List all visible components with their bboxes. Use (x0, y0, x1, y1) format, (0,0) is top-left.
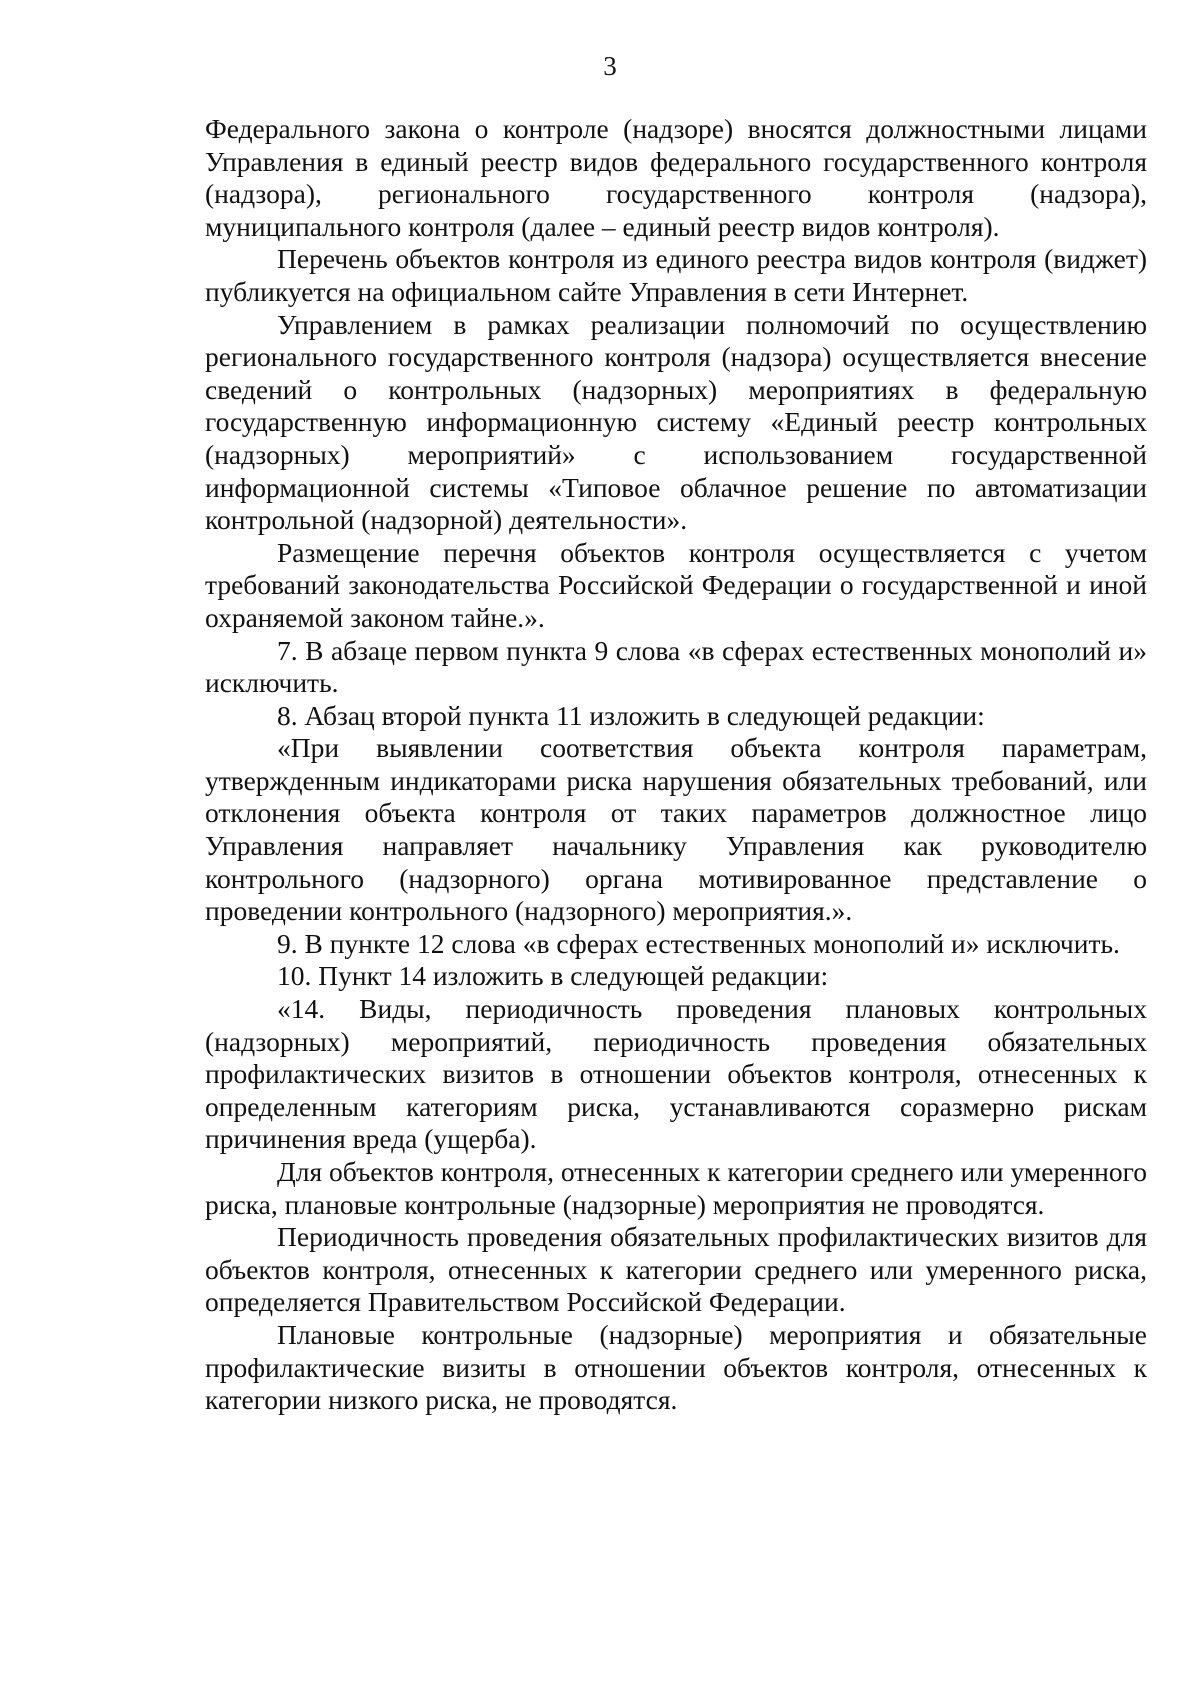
paragraph: Для объектов контроля, отнесенных к категории среднего или умеренного риска, плановые контрольные (надзорные) мероприятия не проводятся. (205, 1156, 1147, 1220)
paragraph: 9. В пункте 12 слова «в сферах естественных монополий и» исключить. (277, 927, 1120, 959)
paragraph: 7. В абзаце первом пункта 9 слова «в сферах естественных монополий и» исключить. (205, 634, 1147, 699)
paragraph: Управлением в рамках реализации полномочий по осуществлению регионального государственного контроля (надзора) осуществляется внесение сведений о контрольных (надзорных) мероприятиях в федеральную государственную информационную систему «Единый реестр контрольных (надзорных) мероприятий» с использованием государственной информационной системы «Типовое облачное решение по автоматизации контрольной (надзорной) деятельности». (205, 308, 1147, 536)
paragraph: Плановые контрольные (надзорные) мероприятия и обязательные профилактические визиты в отношении объектов контроля, отнесенных к категории низкого риска, не проводятся. (205, 1318, 1147, 1416)
paragraph: «14. Виды, периодичность проведения плановых контрольных (надзорных) мероприятий, периодичность проведения обязательных профилактических визитов в отношении объектов контроля, отнесенных к определенным категориям риска, устанавливаются соразмерно рискам причинения вреда (ущерба). (205, 993, 1147, 1155)
paragraph: Периодичность проведения обязательных профилактических визитов для объектов контроля, отнесенных к категории среднего или умеренного риска, определяется Правительством Российской Федерации. (205, 1221, 1147, 1318)
paragraph: «При выявлении соответствия объекта контроля параметрам, утвержденным индикаторами риска нарушения обязательных требований, или отклонения объекта контроля от таких параметров должностное лицо Управления направляет начальнику Управления как руководителю контрольного (надзорного) органа мотивированное представление о проведении контрольного (надзорного) мероприятия.». (205, 732, 1147, 927)
page-number: 3 (603, 51, 617, 81)
paragraph: Федерального закона о контроле (надзоре) вносятся должностными лицами Управления в единый реестр видов федерального государственного контроля (надзора), регионального государственного контроля (надзора), муниципального контроля (далее – единый реестр видов контроля). (205, 113, 1147, 242)
document-body (205, 113, 1147, 1417)
paragraph: Размещение перечня объектов контроля осуществляется с учетом требований законодательства Российской Федерации о государственной и иной охраняемой законом тайне.». (205, 536, 1147, 633)
paragraph: Перечень объектов контроля из единого реестра видов контроля (виджет) публикуется на официальном сайте Управления в сети Интернет. (205, 243, 1147, 307)
paragraph: 8. Абзац второй пункта 11 изложить в следующей редакции: (277, 699, 985, 731)
paragraph: 10. Пункт 14 изложить в следующей редакции: (277, 960, 829, 992)
